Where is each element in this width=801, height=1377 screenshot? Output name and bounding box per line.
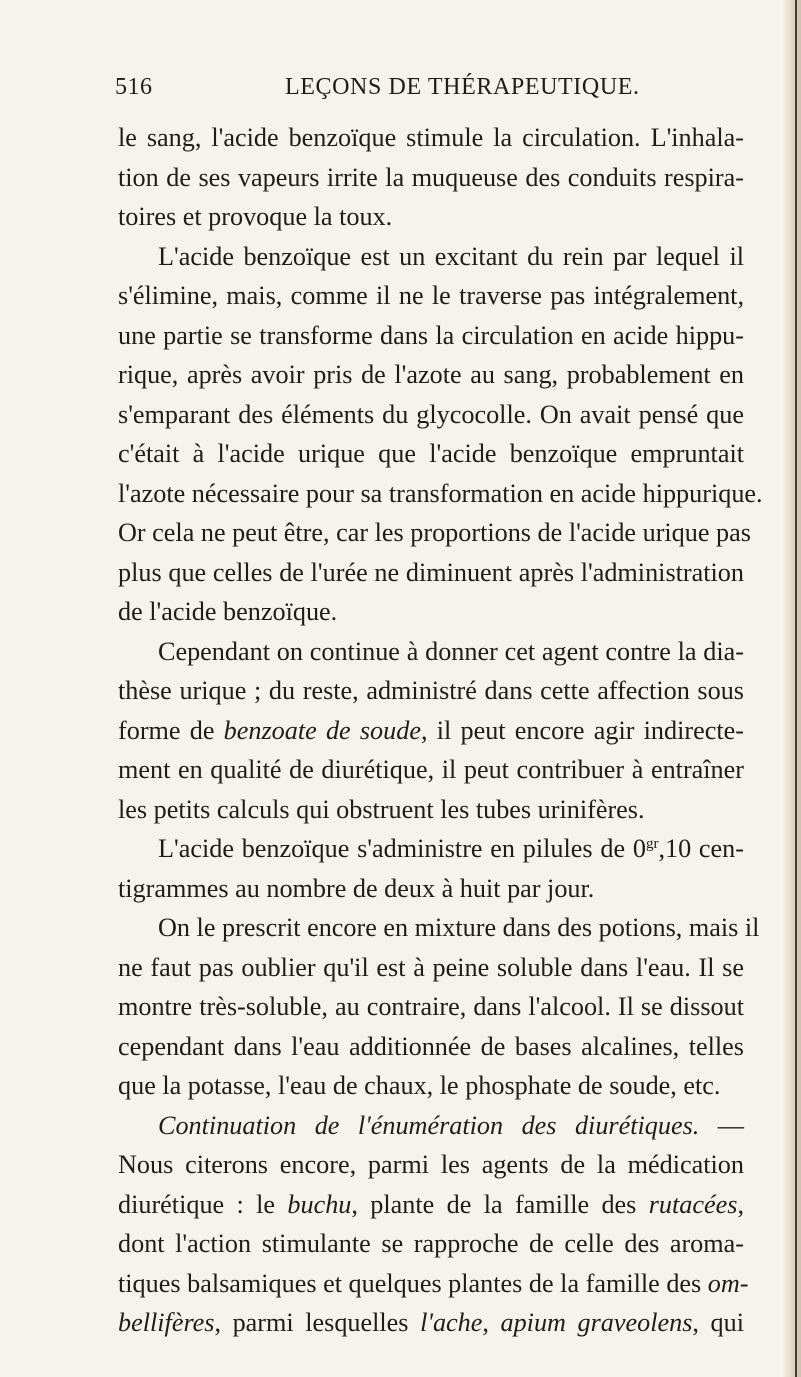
paragraph-start-line bbox=[118, 829, 744, 869]
italic-term: rutacées bbox=[648, 1189, 738, 1219]
running-title: LEÇONS DE THÉRAPEUTIQUE. bbox=[285, 74, 640, 100]
italic-term: l'ache bbox=[420, 1308, 483, 1337]
text-line: c'était à l'acide urique que l'acide benzoïque empruntait bbox=[118, 439, 744, 468]
text-run: , parmi lesquelles bbox=[214, 1308, 421, 1337]
text-line: montre très-soluble, au contraire, dans l'alcool. Il se dissout bbox=[118, 992, 744, 1021]
text-run: , qui bbox=[692, 1308, 744, 1337]
text-run: — bbox=[699, 1110, 744, 1140]
text-line: le sang, l'acide benzoïque stimule la circulation. L'inhala- bbox=[118, 123, 744, 152]
text-line: ment en qualité de diurétique, il peut contribuer à entraîner bbox=[118, 755, 744, 784]
body-text bbox=[118, 118, 763, 1343]
text-line: les petits calculs qui obstruent les tubes urinifères. bbox=[118, 794, 645, 824]
text-line: que la potasse, l'eau de chaux, le phosphate de soude, etc. bbox=[118, 1071, 721, 1100]
text-line: s'emparant des éléments du glycocolle. On avait pensé que bbox=[118, 399, 744, 429]
italic-term: bellifères bbox=[118, 1308, 215, 1337]
paragraph-start-line: Cependant on continue à donner cet agent contre la dia- bbox=[158, 636, 744, 666]
section-heading-line bbox=[118, 1106, 744, 1146]
text-line: toires et provoque la toux. bbox=[118, 202, 393, 231]
text-line: Nous citerons encore, parmi les agents de la médication bbox=[118, 1150, 744, 1179]
text-line bbox=[118, 1185, 744, 1225]
text-line: tion de ses vapeurs irrite la muqueuse des conduits respira- bbox=[118, 162, 744, 192]
text-line bbox=[118, 711, 744, 751]
page-number: 516 bbox=[115, 74, 153, 100]
section-heading: Continuation de l'énumération des diurétiques. bbox=[158, 1110, 700, 1140]
paragraph-start-line: On le prescrit encore en mixture dans des potions, mais il bbox=[158, 913, 760, 942]
italic-term: om- bbox=[707, 1268, 749, 1298]
text-line: cependant dans l'eau additionnée de bases alcalines, telles bbox=[118, 1031, 744, 1061]
superscript-unit: gr bbox=[645, 836, 659, 852]
text-line: Or cela ne peut être, car les proportions de l'acide urique pas bbox=[118, 518, 751, 547]
text-line: une partie se transforme dans la circulation en acide hippu- bbox=[118, 320, 744, 350]
text-line: thèse urique ; du reste, administré dans cette affection sous bbox=[118, 676, 744, 705]
page-edge-shadow bbox=[783, 0, 801, 1377]
running-header bbox=[0, 74, 801, 108]
text-line: ne faut pas oublier qu'il est à peine soluble dans l'eau. Il se bbox=[118, 952, 744, 982]
italic-term: benzoate de soude bbox=[223, 715, 421, 745]
text-line: dont l'action stimulante se rapproche de celle des aroma- bbox=[118, 1229, 744, 1258]
text-line bbox=[118, 1303, 744, 1343]
page-edge-line bbox=[795, 0, 797, 1377]
text-run: , bbox=[737, 1189, 744, 1219]
text-line: de l'acide benzoïque. bbox=[118, 597, 338, 626]
text-run: diurétique : le bbox=[118, 1189, 288, 1219]
italic-term: buchu bbox=[287, 1189, 352, 1219]
text-run: , plante de la famille des bbox=[351, 1189, 649, 1219]
text-run: forme de bbox=[118, 715, 224, 745]
text-run: ,10 cen- bbox=[658, 834, 744, 863]
text-line bbox=[118, 1264, 749, 1304]
text-line: plus que celles de l'urée ne diminuent après l'administration bbox=[118, 557, 744, 587]
text-line: l'azote nécessaire pour sa transformation en acide hippurique. bbox=[118, 478, 763, 508]
text-run: , il peut encore agir indirecte- bbox=[420, 715, 744, 745]
text-run: L'acide benzoïque s'administre en pilules de 0 bbox=[158, 834, 646, 863]
text-run: tiques balsamiques et quelques plantes de la famille des bbox=[118, 1268, 708, 1298]
text-line: rique, après avoir pris de l'azote au sang, probablement en bbox=[118, 360, 744, 389]
text-line: tigrammes au nombre de deux à huit par jour. bbox=[118, 873, 595, 903]
italic-term: apium graveolens bbox=[500, 1308, 693, 1337]
text-line: s'élimine, mais, comme il ne le traverse pas intégralement, bbox=[118, 281, 744, 310]
paragraph-start-line: L'acide benzoïque est un excitant du rein par lequel il bbox=[158, 241, 744, 271]
text-run: , bbox=[482, 1308, 501, 1337]
